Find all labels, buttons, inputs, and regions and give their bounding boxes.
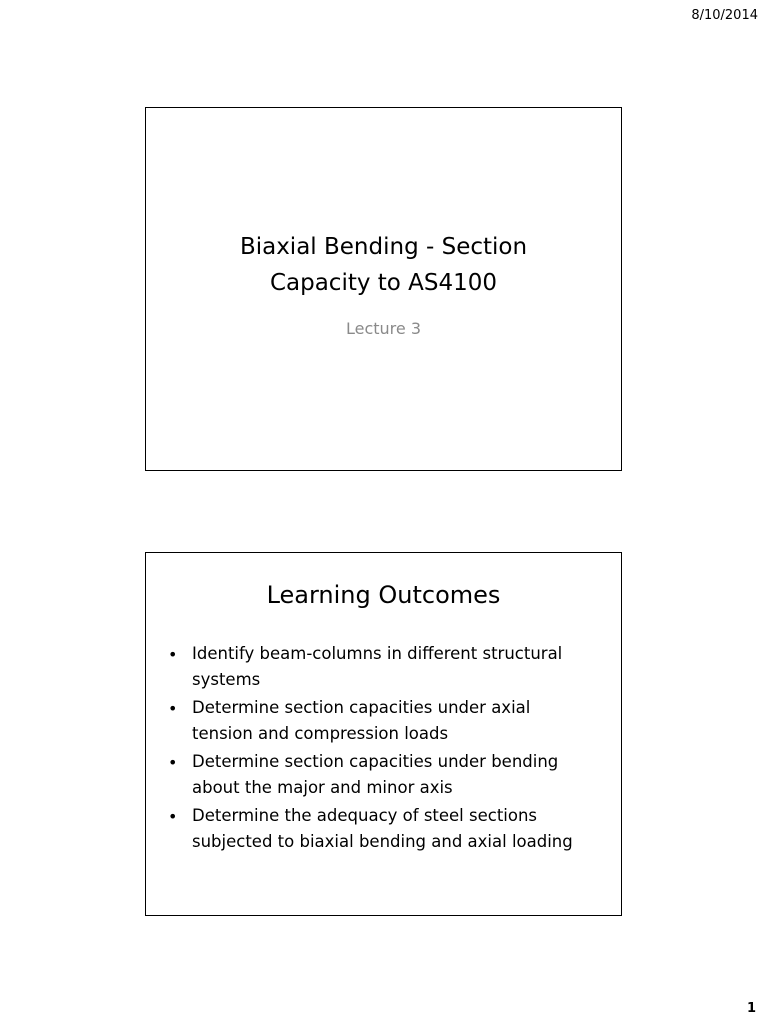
- list-item: [168, 803, 603, 855]
- list-item-line: about the major and minor axis: [192, 778, 453, 797]
- slide-title-line: Biaxial Bending - Section: [239, 234, 528, 260]
- list-item-line: Determine section capacities under axial: [192, 698, 531, 717]
- slide-title-line: Capacity to AS4100: [269, 270, 498, 296]
- slide-subtitle: Lecture 3: [345, 319, 422, 338]
- outcomes-list: [168, 641, 603, 857]
- list-item-line: Identify beam-columns in different structural: [192, 644, 563, 663]
- page-date: 8/10/2014: [691, 8, 758, 23]
- bullet-icon: •: [168, 753, 178, 772]
- list-item: [168, 695, 603, 747]
- slide-heading: Learning Outcomes: [266, 581, 501, 609]
- list-item-line: Determine the adequacy of steel sections: [192, 806, 538, 825]
- bullet-icon: •: [168, 807, 178, 826]
- list-item-line: Determine section capacities under bending: [192, 752, 559, 771]
- title-slide: [145, 107, 622, 471]
- bullet-icon: •: [168, 699, 178, 718]
- list-item: [168, 641, 603, 693]
- learning-outcomes-slide: [145, 552, 622, 916]
- list-item-line: systems: [192, 670, 261, 689]
- bullet-icon: •: [168, 645, 178, 664]
- list-item: [168, 749, 603, 801]
- page-number: 1: [746, 1001, 756, 1016]
- slide-title: [146, 229, 621, 301]
- list-item-line: subjected to biaxial bending and axial loading: [192, 832, 573, 851]
- list-item-line: tension and compression loads: [192, 724, 449, 743]
